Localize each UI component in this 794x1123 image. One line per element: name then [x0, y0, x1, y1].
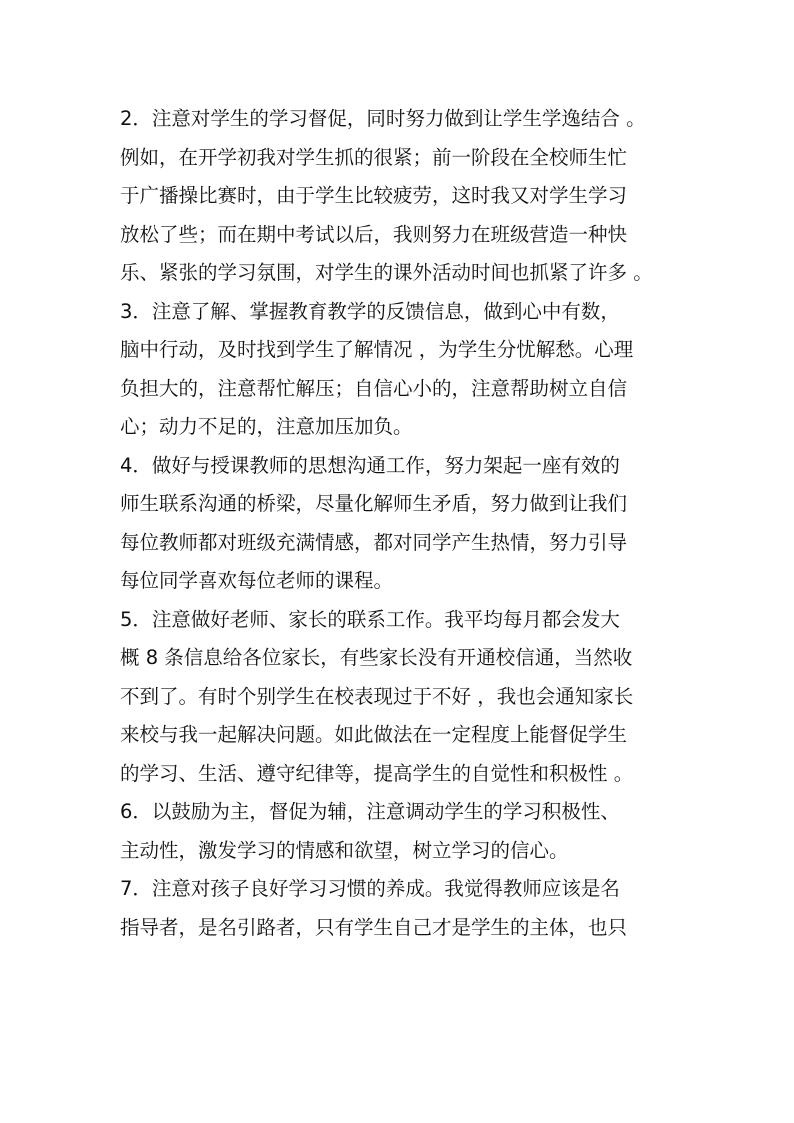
- text-line: 不到了。有时个别学生在校表现过于不好 ，我也会通知家长: [120, 684, 634, 708]
- document-body: [120, 100, 676, 947]
- text-line: 乐、紧张的学习氛围，对学生的课外活动时间也抓紧了许多 。: [120, 261, 653, 284]
- text-line: 师生联系沟通的桥梁，尽量化解师生矛盾，努力做到让我们: [120, 492, 628, 515]
- text-line: 脑中行动，及时找到学生了解情况 ，为学生分忧解愁。心理: [120, 338, 634, 361]
- text-line: 例如，在开学初我对学生抓的很紧；前一阶段在全校师生忙: [120, 145, 628, 169]
- text-line: 来校与我一起解决问题。如此做法在一定程度上能督促学生: [120, 723, 628, 746]
- text-line: 心；动力不足的，注意加压加负。: [120, 415, 413, 438]
- text-line: 7．注意对孩子良好学习习惯的养成。我觉得教师应该是名: [120, 877, 620, 900]
- text-line: 放松了些；而在期中考试以后，我则努力在班级营造一种快: [120, 222, 628, 246]
- text-line: 5．注意做好老师、家长的联系工作。我平均每月都会发大: [120, 607, 620, 631]
- text-line: 于广播操比赛时，由于学生比较疲劳，这时我又对学生学习: [120, 184, 628, 207]
- text-line: 概 8 条信息给各位家长，有些家长没有开通校信通，当然收: [120, 646, 633, 669]
- text-line: 3．注意了解、掌握教育教学的反馈信息，做到心中有数，: [120, 299, 620, 323]
- text-line: 的学习、生活、遵守纪律等，提高学生的自觉性和积极性 。: [120, 761, 634, 785]
- text-line: 主动性，激发学习的情感和欲望，树立学习的信心。: [120, 838, 569, 862]
- text-line: 每位教师都对班级充满情感，都对同学产生热情，努力引导: [120, 530, 628, 554]
- text-line: 每位同学喜欢每位老师的课程。: [120, 569, 394, 592]
- text-line: 2．注意对学生的学习督促，同时努力做到让学生学逸结合 。: [120, 107, 646, 130]
- text-line: 4．做好与授课教师的思想沟通工作，努力架起一座有效的: [120, 453, 620, 477]
- text-line: 指导者，是名引路者，只有学生自己才是学生的主体，也只: [120, 915, 628, 939]
- text-line: 6．以鼓励为主，督促为辅，注意调动学生的学习积极性、: [120, 800, 620, 823]
- text-line: 负担大的，注意帮忙解压；自信心小的，注意帮助树立自信: [120, 376, 628, 400]
